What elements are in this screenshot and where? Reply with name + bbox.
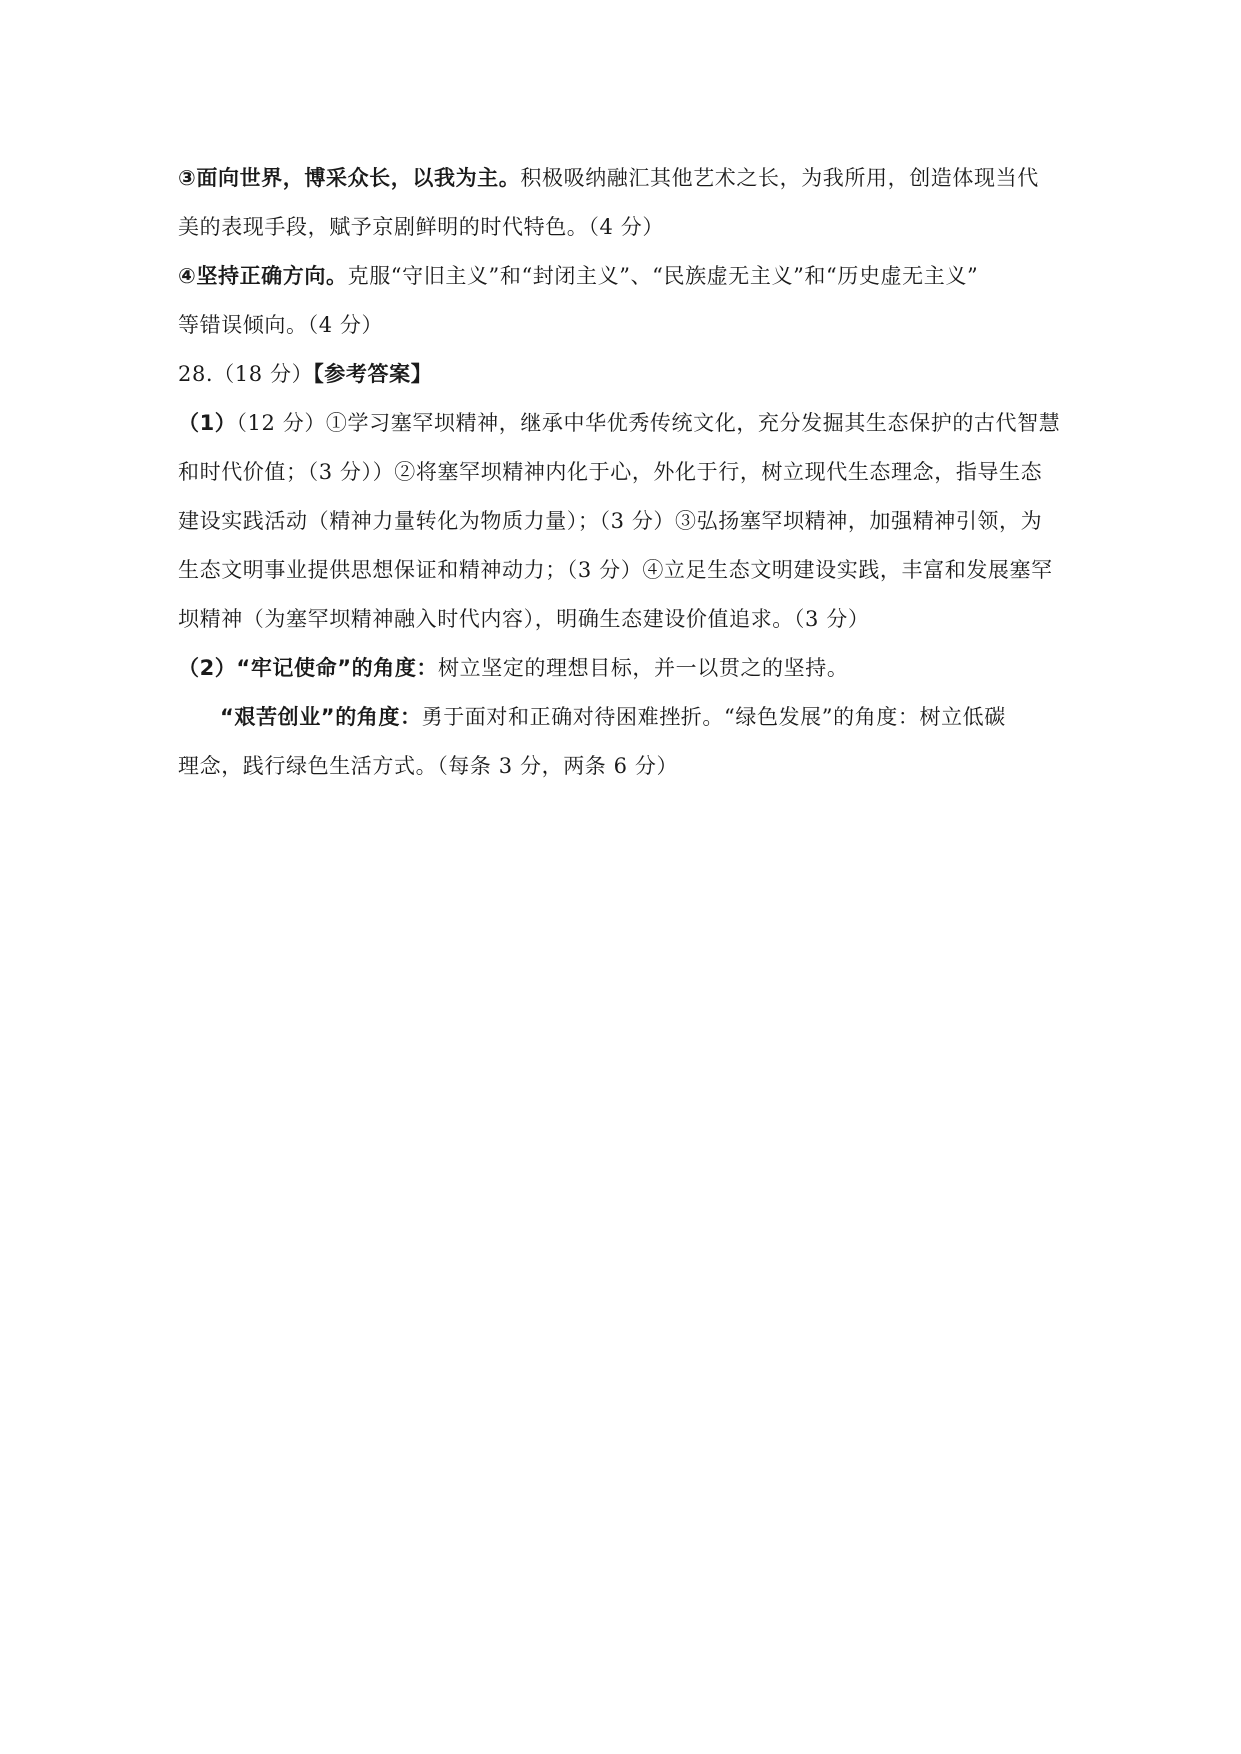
part-2-label: （2）“牢记使命”的角度： <box>178 656 439 680</box>
part-2-line-1 <box>178 644 1068 693</box>
part-2-label-2: “艰苦创业”的角度： <box>220 705 422 729</box>
point-3-line-2: 美的表现手段，赋予京剧鲜明的时代特色。（4 分） <box>178 215 664 239</box>
point-3-text-1: 积极吸纳融汇其他艺术之长，为我所用，创造体现当代 <box>520 166 1039 190</box>
part-1-line-5: 坝精神（为塞罕坝精神融入时代内容），明确生态建设价值追求。（3 分） <box>178 607 870 631</box>
part-2-text-2: 勇于面对和正确对待困难挫折。“绿色发展”的角度：树立低碳 <box>421 705 1006 729</box>
part-1-line-2: 和时代价值；（3 分））②将塞罕坝精神内化于心，外化于行，树立现代生态理念，指导生态 <box>178 460 1043 484</box>
point-3-line-1 <box>178 154 1068 203</box>
part-2-line-3: 理念，践行绿色生活方式。（每条 3 分，两条 6 分） <box>178 754 679 778</box>
part-2-line-2 <box>178 693 1068 742</box>
point-4-heading: ④坚持正确方向。 <box>178 264 348 288</box>
part-1-line-1 <box>178 399 1068 448</box>
point-4-line-2: 等错误倾向。（4 分） <box>178 313 384 337</box>
part-1-text-1: （12 分）①学习塞罕坝精神，继承中华优秀传统文化，充分发掘其生态保护的古代智慧 <box>236 411 1061 435</box>
part-1-line-3: 建设实践活动（精神力量转化为物质力量）；（3 分）③弘扬塞罕坝精神，加强精神引领，为 <box>178 509 1043 533</box>
part-2-text-1: 树立坚定的理想目标，并一以贯之的坚持。 <box>438 656 849 680</box>
question-28-heading <box>178 350 1068 399</box>
reference-answer-label: 【参考答案】 <box>313 362 433 386</box>
point-4-text-1: 克服“守旧主义”和“封闭主义”、“民族虚无主义”和“历史虚无主义” <box>347 264 979 288</box>
part-1-line-4: 生态文明事业提供思想保证和精神动力；（3 分）④立足生态文明建设实践，丰富和发展塞罕 <box>178 558 1053 582</box>
part-1-label: （1） <box>178 411 237 435</box>
question-28-number: 28.（18 分） <box>178 362 314 386</box>
point-4-line-1 <box>178 252 1068 301</box>
document-page <box>178 154 1068 791</box>
point-3-heading: ③面向世界，博采众长，以我为主。 <box>178 166 521 190</box>
